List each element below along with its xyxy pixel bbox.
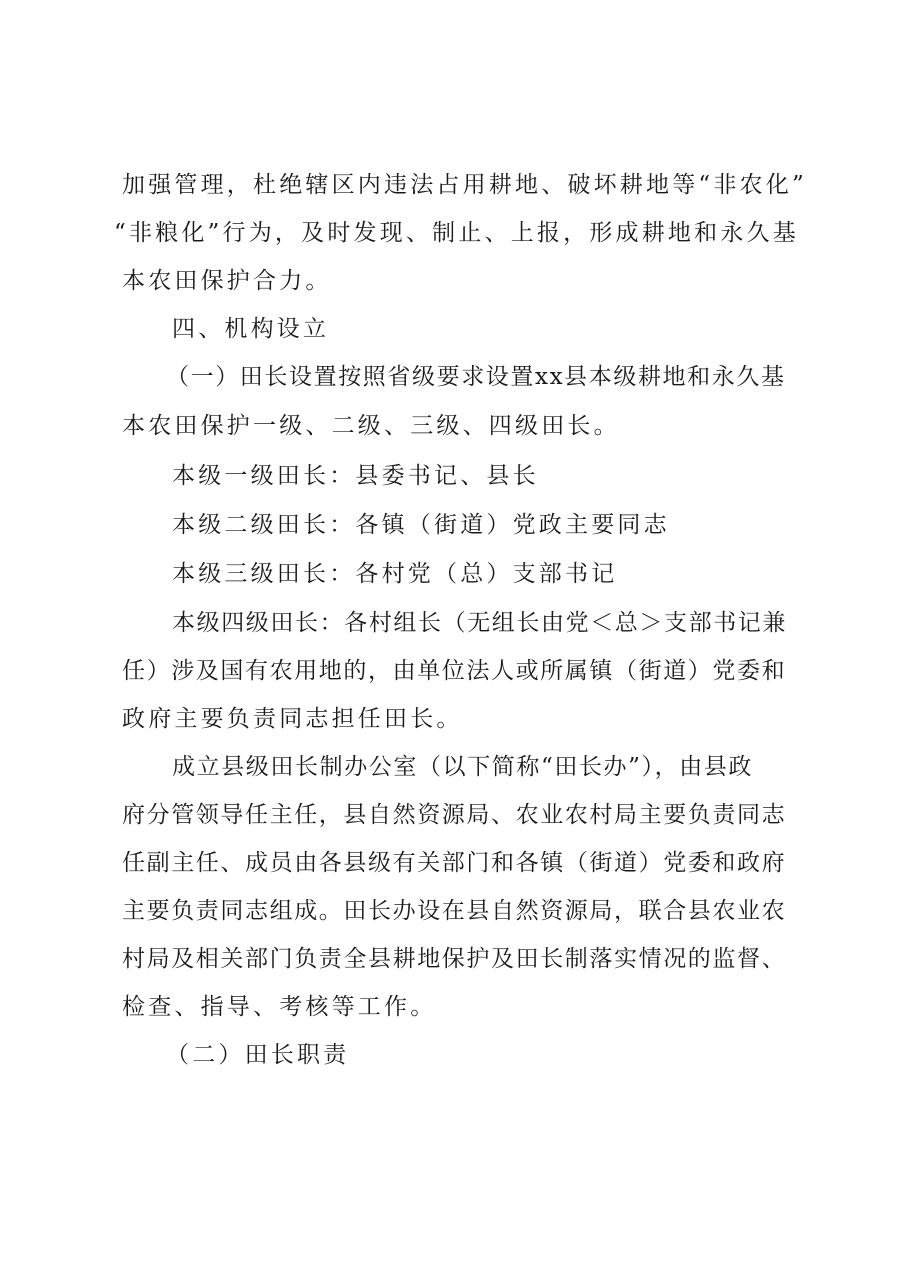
text-line: 本级四级田长：各村组长（无组长由党＜总＞支部书记兼: [172, 610, 787, 636]
text-line: 府分管领导任主任，县自然资源局、农业农村局主要负责同志: [122, 802, 787, 828]
text-line: 任副主任、成员由各县级有关部门和各镇（街道）党委和政府: [122, 850, 787, 876]
text-line: 主要负责同志组成。田长办设在县自然资源局，联合县农业农: [122, 898, 787, 924]
text-line: 本级一级田长：县委书记、县长: [172, 463, 539, 489]
text-line: 本农田保护合力。: [122, 268, 332, 294]
text-line: 本级二级田长：各镇（街道）党政主要同志: [172, 512, 670, 538]
subsection-heading: （二）田长职责: [166, 1042, 350, 1068]
subsection-heading: （一）田长设置按照省级要求设置xx县本级耕地和永久基: [166, 364, 786, 390]
text-line: 加强管理，杜绝辖区内违法占用耕地、破坏耕地等“非农化”: [122, 172, 807, 198]
text-line: 本农田保护一级、二级、三级、四级田长。: [122, 413, 620, 439]
text-line: 检查、指导、考核等工作。: [122, 994, 437, 1020]
text-line: “非粮化”行为，及时发现、制止、上报，形成耕地和永久基: [114, 220, 799, 246]
section-heading: 四、机构设立: [172, 316, 330, 342]
text-line: 本级三级田长：各村党（总）支部书记: [172, 561, 618, 587]
text-line: 任）涉及国有农用地的，由单位法人或所属镇（街道）党委和: [122, 658, 787, 684]
text-line: 成立县级田长制办公室（以下简称“田长办”），由县政: [172, 754, 754, 780]
text-line: 政府主要负责同志担任田长。: [122, 706, 463, 732]
text-line: 村局及相关部门负责全县耕地保护及田长制落实情况的监督、: [122, 946, 787, 972]
